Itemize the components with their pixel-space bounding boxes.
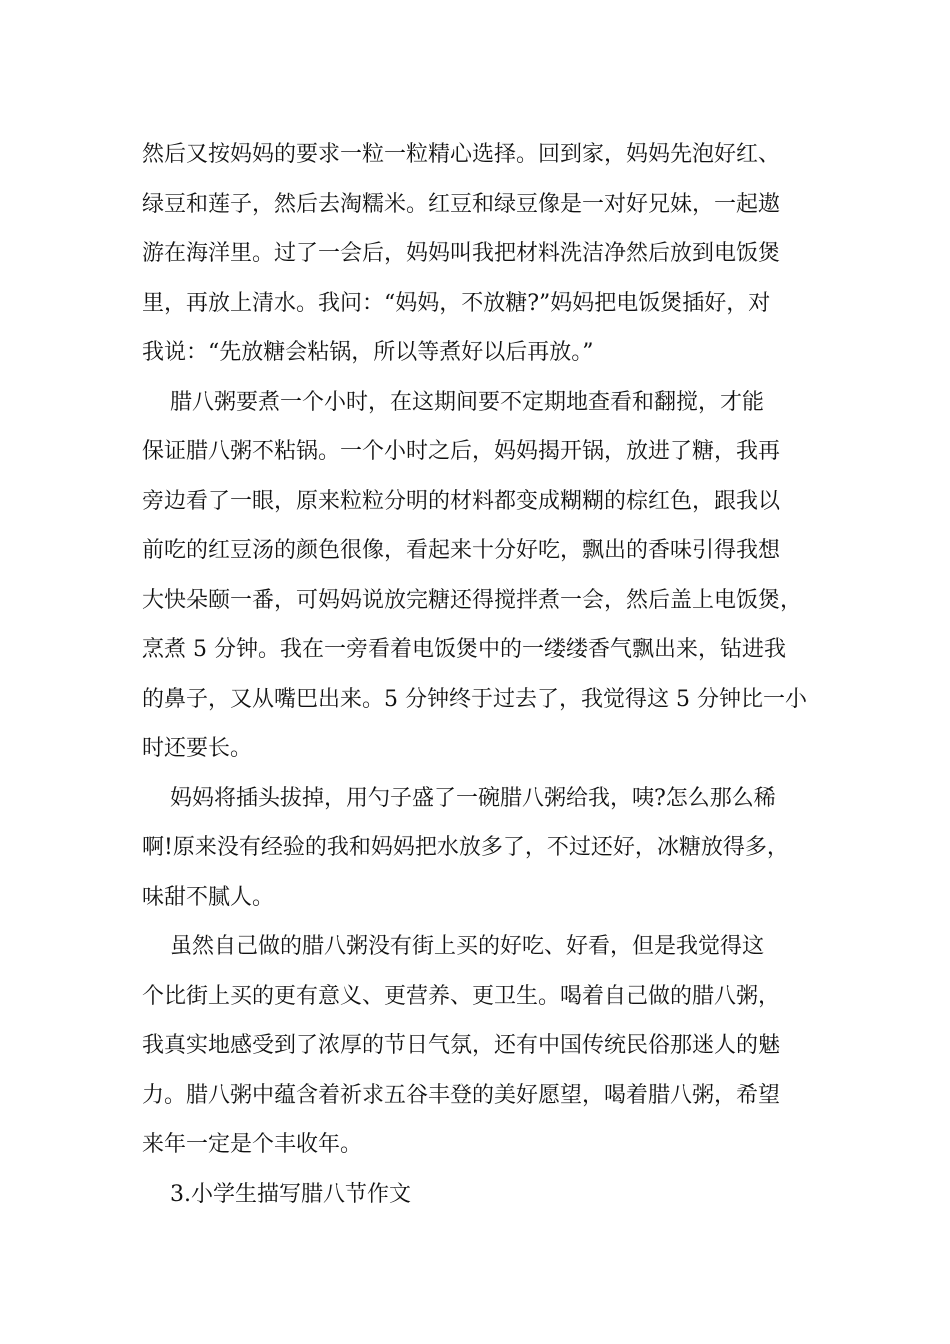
paragraph-line: 保证腊八粥不粘锅。一个小时之后，妈妈揭开锅，放进了糖，我再 [142, 439, 781, 464]
paragraph-line: 来年一定是个丰收年。 [142, 1132, 363, 1157]
paragraph-line: 个比街上买的更有意义、更营养、更卫生。喝着自己做的腊八粥， [142, 983, 781, 1009]
paragraph-line: 前吃的红豆汤的颜色很像，看起来十分好吃，飘出的香味引得我想 [142, 538, 781, 563]
paragraph-line: 腊八粥要煮一个小时，在这期间要不定期地查看和翻搅，才能 [142, 389, 764, 415]
paragraph-line: 妈妈将插头拔掉，用勺子盛了一碗腊八粥给我，咦?怎么那么稀 [142, 785, 776, 811]
paragraph-line: 时还要长。 [142, 736, 253, 761]
paragraph-line: 绿豆和莲子，然后去淘糯米。红豆和绿豆像是一对好兄妹，一起遨 [142, 191, 781, 217]
paragraph-line: 旁边看了一眼，原来粒粒分明的材料都变成糊糊的棕红色，跟我以 [142, 488, 781, 514]
paragraph-line: 大快朵颐一番，可妈妈说放完糖还得搅拌煮一会，然后盖上电饭煲， [142, 587, 803, 613]
paragraph-3 [142, 774, 812, 923]
paragraph-2 [142, 378, 812, 774]
paragraph-line: 力。腊八粥中蕴含着祈求五谷丰登的美好愿望，喝着腊八粥，希望 [142, 1082, 781, 1108]
paragraph-4 [142, 922, 812, 1170]
section-heading: 3.小学生描写腊八节作文 [142, 1181, 411, 1207]
paragraph-1 [142, 130, 812, 378]
paragraph-line: 游在海洋里。过了一会后，妈妈叫我把材料洗洁净然后放到电饭煲 [142, 241, 781, 266]
paragraph-line: 味甜不腻人。 [142, 884, 275, 910]
document-body [142, 130, 812, 1219]
paragraph-line: 里，再放上清水。我问：“妈妈，不放糖?”妈妈把电饭煲插好，对 [142, 290, 771, 316]
paragraph-line: 我真实地感受到了浓厚的节日气氛，还有中国传统民俗那迷人的魅 [142, 1033, 781, 1058]
paragraph-line: 烹煮 5 分钟。我在一旁看着电饭煲中的一缕缕香气飘出来，钻进我 [142, 637, 786, 662]
paragraph-line: 的鼻子，又从嘴巴出来。5 分钟终于过去了，我觉得这 5 分钟比一小 [142, 686, 807, 712]
paragraph-line: 虽然自己做的腊八粥没有街上买的好吃、好看，但是我觉得这 [142, 934, 764, 959]
paragraph-line: 啊!原来没有经验的我和妈妈把水放多了，不过还好，冰糖放得多， [142, 835, 789, 860]
paragraph-line: 我说：“先放糖会粘锅，所以等煮好以后再放。” [142, 340, 594, 365]
paragraph-line: 然后又按妈妈的要求一粒一粒精心选择。回到家，妈妈先泡好红、 [142, 142, 781, 167]
